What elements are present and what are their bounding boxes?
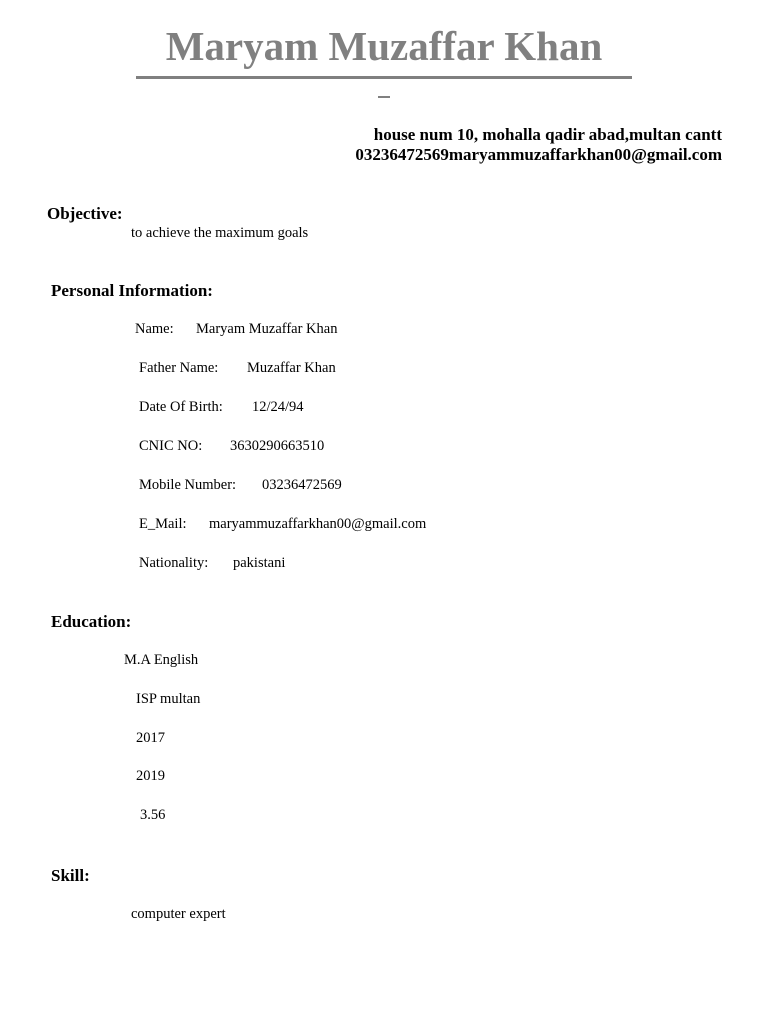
personal-value: Maryam Muzaffar Khan — [196, 321, 338, 337]
personal-label: Father Name: — [139, 360, 219, 376]
skill-heading: Skill: — [51, 866, 90, 885]
contact-line: 03236472569maryammuzaffarkhan00@gmail.com — [355, 145, 722, 164]
title-underline — [136, 76, 632, 79]
personal-row-mobile-number — [139, 478, 342, 493]
personal-label: Mobile Number: — [139, 477, 237, 493]
personal-row-father-name — [139, 361, 336, 376]
personal-value: 3630290663510 — [230, 438, 325, 454]
personal-label: CNIC NO: — [139, 438, 203, 454]
personal-row-date-of-birth — [139, 400, 304, 415]
education-degree: M.A English — [124, 652, 199, 668]
resume-name-title: Maryam Muzaffar Khan — [165, 23, 603, 69]
skill-text: computer expert — [131, 906, 226, 922]
education-start-year: 2017 — [136, 730, 165, 746]
personal-row-nationality — [139, 556, 285, 571]
personal-label: Date Of Birth: — [139, 399, 223, 415]
personal-value: Muzaffar Khan — [247, 360, 336, 376]
title-dash-divider — [378, 96, 390, 98]
education-gpa: 3.56 — [140, 807, 166, 823]
personal-label: E_Mail: — [139, 516, 187, 532]
education-institute: ISP multan — [136, 691, 201, 707]
personal-row-email — [139, 517, 426, 532]
objective-text: to achieve the maximum goals — [131, 225, 309, 241]
personal-information-heading: Personal Information: — [51, 281, 213, 300]
personal-value: 12/24/94 — [252, 399, 304, 415]
personal-row-cnic — [139, 439, 324, 454]
personal-row-name — [135, 322, 337, 337]
personal-value: 03236472569 — [262, 477, 342, 493]
objective-heading: Objective: — [47, 204, 123, 223]
personal-label: Name: — [135, 321, 174, 337]
personal-value: pakistani — [233, 555, 286, 571]
address-line: house num 10, mohalla qadir abad,multan cantt — [373, 125, 722, 144]
education-heading: Education: — [51, 612, 132, 631]
education-end-year: 2019 — [136, 768, 165, 784]
personal-label: Nationality: — [139, 555, 209, 571]
personal-value: maryammuzaffarkhan00@gmail.com — [209, 516, 427, 532]
